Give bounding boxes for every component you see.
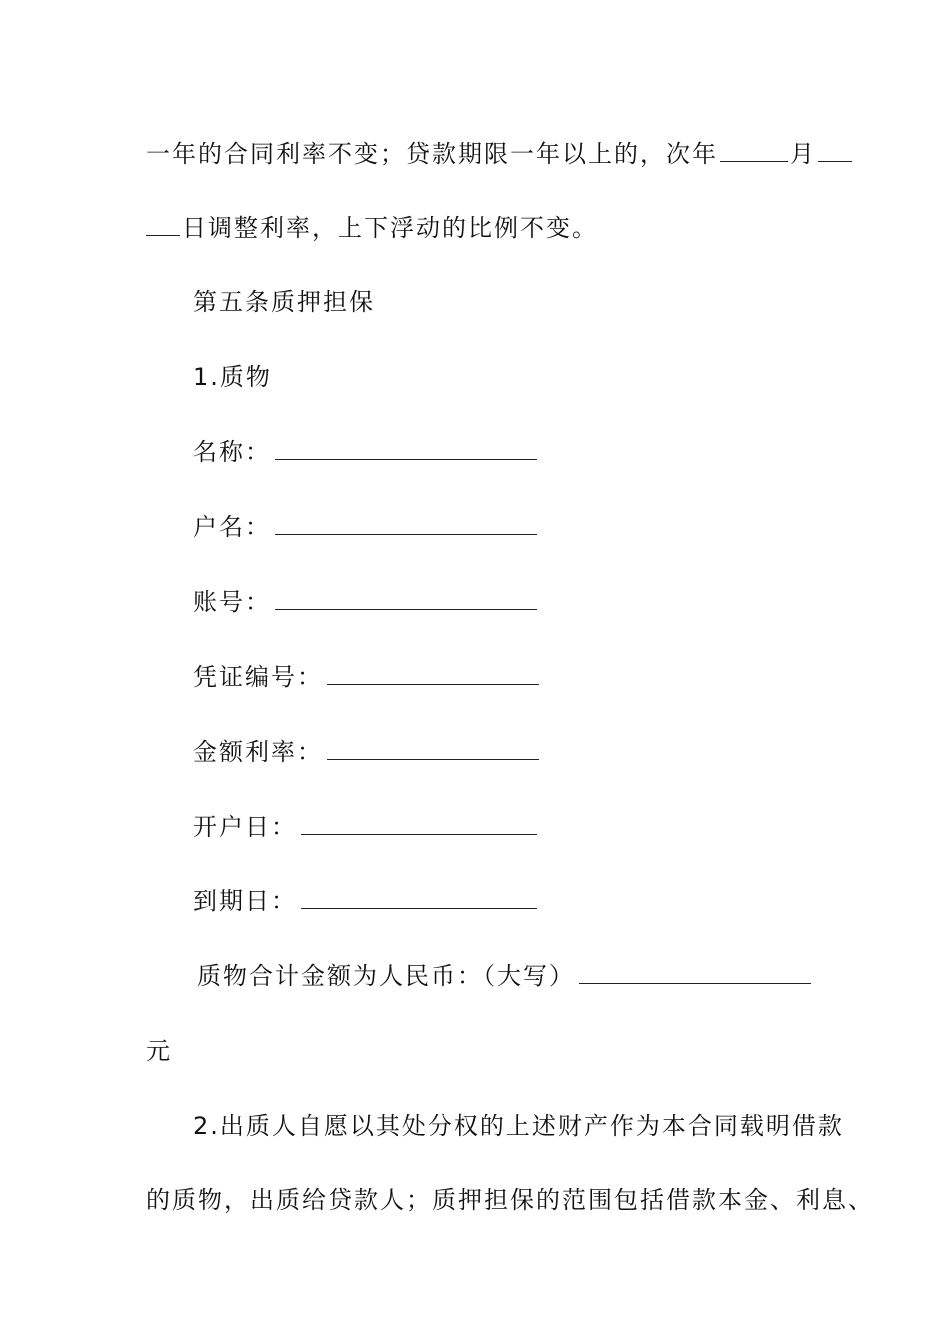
field-due-date-blank[interactable] [301,888,537,909]
paragraph-line-2 [146,212,598,244]
field-amount-rate-row [193,736,539,768]
item-2-line-2 [146,1184,874,1216]
article-heading [193,286,375,318]
paragraph-line-1 [146,138,854,170]
field-voucher-blank[interactable] [327,664,539,685]
field-open-date-label: 开户日： [193,813,297,841]
field-account-label: 账号： [193,588,271,616]
total-amount-label: 质物合计金额为人民币：（大写） [197,962,575,990]
paragraph-text: 一年的合同利率不变；贷款期限一年以上的，次年 [146,140,718,168]
article-title: 第五条质押担保 [193,288,375,316]
field-name-row [193,436,537,468]
day-blank-end[interactable] [146,215,180,236]
field-open-date-blank[interactable] [301,814,537,835]
total-amount-blank[interactable] [579,963,811,984]
field-account-blank[interactable] [275,589,537,610]
field-holder-row [193,511,537,543]
field-holder-blank[interactable] [275,514,537,535]
item-1-heading [193,361,272,393]
total-amount-row [197,960,811,992]
item-2-line-1 [193,1110,844,1142]
total-unit-row [146,1035,172,1067]
field-name-blank[interactable] [275,439,537,460]
field-holder-label: 户名： [193,513,271,541]
field-voucher-label: 凭证编号： [193,663,323,691]
item-2-text: 的质物，出质给贷款人；质押担保的范围包括借款本金、利息、 [146,1186,874,1214]
day-blank-start[interactable] [818,141,852,162]
month-blank[interactable] [720,141,788,162]
field-open-date-row [193,811,537,843]
item-2-text: 2.出质人自愿以其处分权的上述财产作为本合同载明借款 [193,1112,844,1140]
field-account-row [193,586,537,618]
field-due-date-label: 到期日： [193,887,297,915]
total-amount-unit: 元 [146,1037,172,1065]
field-name-label: 名称： [193,438,271,466]
paragraph-text: 日调整利率，上下浮动的比例不变。 [182,214,598,242]
field-amount-rate-blank[interactable] [327,739,539,760]
field-due-date-row [193,885,537,917]
item-title: 1.质物 [193,363,272,391]
field-voucher-row [193,661,539,693]
field-amount-rate-label: 金额利率： [193,738,323,766]
paragraph-text: 月 [790,140,816,168]
